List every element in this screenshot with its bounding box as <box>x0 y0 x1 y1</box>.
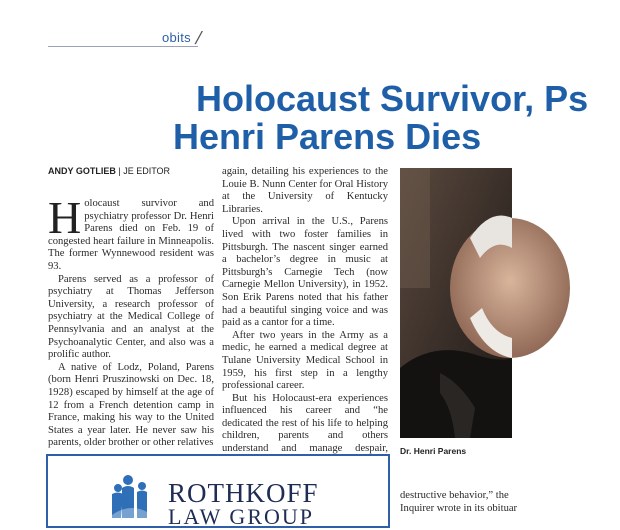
paragraph-text: olocaust survivor and psychiatry professor Dr. Henri Parens died on Feb. 19 of congested heart failure in Minneapolis. The former Wynnewood resident was 93. <box>48 198 214 272</box>
advertisement[interactable] <box>46 454 390 528</box>
author-name: ANDY GOTLIEB <box>48 166 116 176</box>
headline-line-1: Holocaust Survivor, Ps <box>196 78 589 119</box>
drop-cap: H <box>48 192 82 243</box>
photo-caption: Dr. Henri Parens <box>400 446 467 456</box>
portrait-photo <box>400 168 512 438</box>
ad-firm-name: ROTHKOFF <box>168 478 319 508</box>
section-rule <box>48 46 198 47</box>
paragraph: But his Holocaust-era experiences influenced his career and “he dedicated the rest of his life to helping children, parents and others understand and manage despair, <box>222 392 388 455</box>
article-column-1 <box>48 192 214 450</box>
family-logo-icon <box>104 474 160 518</box>
byline-separator: | <box>115 166 124 176</box>
paragraph: A native of Lodz, Poland, Parens (born Henri Pruszinowski on Dec. 18, 1928) escaped by himself at the age of 12 from a French detention camp in France, making his way to the United States a year later. He never saw his parents, older brother or other relatives <box>48 361 214 449</box>
paragraph: Upon arrival in the U.S., Parens lived with two foster families in Pittsburgh. The nascent singer earned a bachelor’s degree in music at Pittsburgh’s Carnegie Tech (now Carnegie Mellon University), in 1952. Son Erik Parens noted that his father had a beautiful singing voice and was paid as a cantor for a time. <box>222 216 388 329</box>
ad-firm-subtitle: LAW GROUP <box>168 504 315 529</box>
paragraph <box>48 192 214 274</box>
paragraph: again, detailing his experiences to the Louie B. Nunn Center for Oral History at the University of Kentucky Libraries. <box>222 166 388 215</box>
portrait-image <box>400 168 512 438</box>
section-slash: / <box>193 28 204 48</box>
text-line: destructive behavior,” the <box>400 490 509 501</box>
paragraph: Parens served as a professor of psychiatry at Thomas Jefferson University, a research professor of psychiatry at the Medical College of Pennsylvania and an analyst at the Psychoanalytic Center, and also was a prolific author. <box>48 273 214 361</box>
author-role: JE EDITOR <box>123 166 171 176</box>
byline <box>48 166 170 176</box>
headline-line-2: Henri Parens Dies <box>173 116 482 157</box>
paragraph: After two years in the Army as a medic, he earned a medical degree at Tulane University Medical School in 1959, his first step in a lengthy professional career. <box>222 329 388 392</box>
article-column-2 <box>222 166 388 468</box>
section-label[interactable]: obits <box>162 30 191 45</box>
text-line: Inquirer wrote in its obituar <box>400 502 518 514</box>
headline <box>0 80 620 156</box>
article-column-3 <box>400 490 530 515</box>
